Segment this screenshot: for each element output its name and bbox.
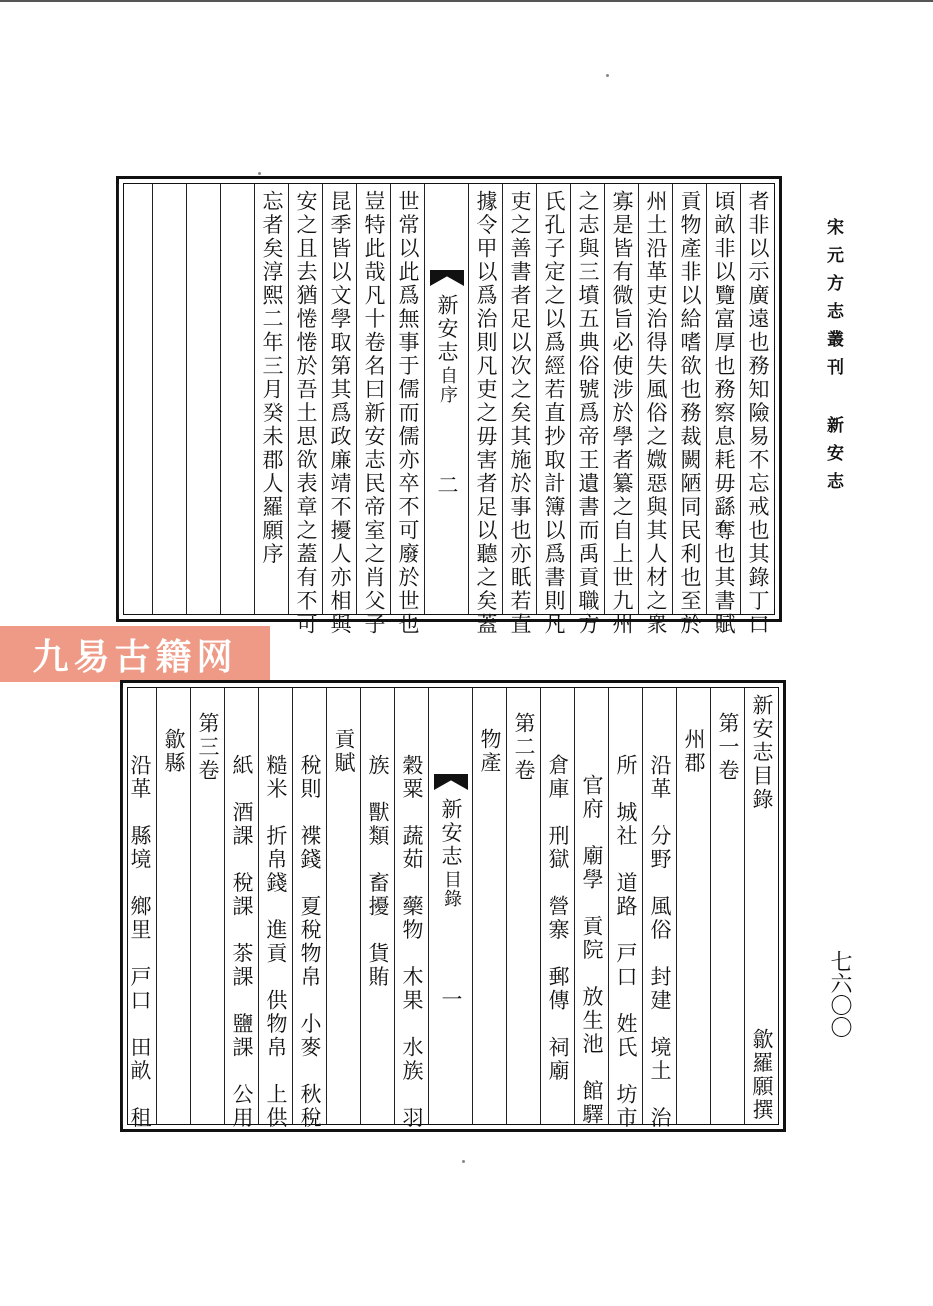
text-column [502, 184, 536, 637]
toc-column [122, 688, 156, 1130]
fold-page-number: 一 [439, 988, 463, 1012]
toc-line: 糙米 折帛錢 進貢 供物帛 上供 [264, 754, 288, 1130]
fold-column [424, 184, 468, 614]
volume-name: 新安志 [823, 416, 843, 500]
fishtail-mark-icon [430, 270, 464, 286]
text-column [356, 184, 390, 637]
fishtail-mark-icon [434, 774, 468, 790]
paper-speck [462, 1160, 465, 1163]
paper-speck [606, 74, 609, 77]
empty-column [186, 184, 220, 614]
text-column [672, 184, 706, 637]
toc-column [326, 688, 360, 1124]
fold-page-number: 二 [435, 474, 459, 498]
toc-line: 貢賦 [332, 728, 356, 775]
text-column [536, 184, 570, 637]
toc-column [642, 688, 676, 1130]
preface-line: 吏之善書者足以次之矣其施於事也亦眂若直 [508, 190, 532, 637]
toc-title: 新安志目錄 [750, 694, 774, 812]
empty-column [220, 184, 254, 614]
empty-column [118, 184, 152, 614]
preface-line: 州土沿革吏治得失風俗之媺惡與其人材之衆 [644, 190, 668, 637]
toc-line: 族 獸類 畜擾 貨賄 [366, 754, 390, 989]
toc-line: 物產 [478, 728, 502, 775]
toc-column [156, 688, 190, 1124]
toc-column [224, 688, 258, 1130]
preface-line: 安之且去猶惓惓於吾土思欲表章之蓋有不可 [294, 190, 318, 637]
text-column [570, 184, 604, 637]
toc-line: 州郡 [682, 728, 706, 775]
toc-line: 穀粟 蔬茹 藥物 木果 水族 羽 [400, 754, 424, 1130]
toc-column [360, 688, 394, 1124]
page-number: 七六〇〇 [827, 950, 852, 1038]
preface-line: 據令甲以爲治則凡吏之毋害者足以聽之矣蓋 [474, 190, 498, 637]
toc-column [394, 688, 428, 1130]
watermark-banner [0, 626, 270, 682]
preface-inner-frame [123, 183, 775, 637]
toc-line: 第一卷 [716, 712, 740, 783]
watermark-text: 九易古籍网 [32, 636, 238, 678]
preface-line: 者非以示廣遠也務知險易不忘戒也其錄丁口 [746, 190, 770, 637]
preface-line: 寡是皆有微旨必使涉於學者纂之自上世九州 [610, 190, 634, 637]
toc-line: 倉庫 刑獄 營寨 郵傳 祠廟 [546, 754, 570, 1083]
preface-line: 豈特此哉凡十卷名曰新安志民帝室之肖父子 [362, 190, 386, 637]
toc-column [472, 688, 506, 1124]
text-column [254, 184, 288, 614]
preface-line: 世常以此爲無事于儒而儒亦卒不可廢於世也 [396, 190, 420, 637]
paper-speck [258, 172, 261, 175]
text-column [322, 184, 356, 637]
fold-title: 新安志 [439, 798, 463, 869]
top-border-line [0, 0, 933, 2]
toc-column [608, 688, 642, 1130]
toc-column [710, 688, 744, 1124]
toc-column [676, 688, 710, 1124]
toc-page [120, 680, 786, 1132]
toc-column [574, 688, 608, 1127]
fold-column [428, 688, 472, 1124]
fold-title: 新安志 [435, 294, 459, 365]
fold-subtitle: 目錄 [441, 870, 462, 908]
toc-inner-frame [127, 687, 779, 1130]
toc-column [258, 688, 292, 1130]
empty-column [152, 184, 186, 614]
toc-line: 第二卷 [512, 712, 536, 783]
series-name: 宋元方志叢刊 [823, 218, 843, 386]
preface-line: 貢物產非以給嗜欲也務裁闕陋同民利也至於 [678, 190, 702, 637]
text-column [288, 184, 322, 637]
preface-line: 昆季皆以文學取第其爲政廉靖不擾人亦相與 [328, 190, 352, 637]
preface-line: 忘者矣淳熙二年三月癸未郡人羅願序 [260, 190, 284, 566]
toc-line: 歙縣 [162, 728, 186, 775]
preface-page [116, 176, 782, 637]
text-column [740, 184, 774, 637]
toc-line: 官府 廟學 貢院 放生池 館驛 [580, 774, 604, 1127]
text-column [390, 184, 424, 637]
text-column [468, 184, 502, 637]
toc-line: 沿革 分野 風俗 封建 境土 治 [648, 754, 672, 1130]
fold-subtitle: 自序 [437, 366, 458, 404]
toc-column [292, 688, 326, 1130]
toc-line: 紙 酒課 稅課 茶課 鹽課 公用 [230, 754, 254, 1130]
text-column [638, 184, 672, 637]
toc-author: 歙羅願撰 [750, 1028, 774, 1122]
toc-line: 所 城社 道路 戸口 姓氏 坊市 [614, 754, 638, 1130]
toc-column [540, 688, 574, 1124]
toc-column [506, 688, 540, 1124]
toc-line: 沿革 縣境 鄉里 戸口 田畝 租 [128, 754, 152, 1130]
text-column [604, 184, 638, 637]
toc-header-column [744, 688, 778, 1124]
series-title [824, 218, 841, 500]
preface-line: 氏孔子定之以爲經若直抄取計簿以爲書則凡 [542, 190, 566, 637]
toc-line: 第三卷 [196, 712, 220, 783]
toc-line: 稅則 褋錢 夏稅物帛 小麥 秋稅 [298, 754, 322, 1130]
preface-line: 頃畝非以覽富厚也務察息耗毋繇奪也其書賦 [712, 190, 736, 637]
preface-line: 之志與三墳五典俗號爲帝王遺書而禹貢職方 [576, 190, 600, 637]
text-column [706, 184, 740, 637]
toc-column [190, 688, 224, 1124]
